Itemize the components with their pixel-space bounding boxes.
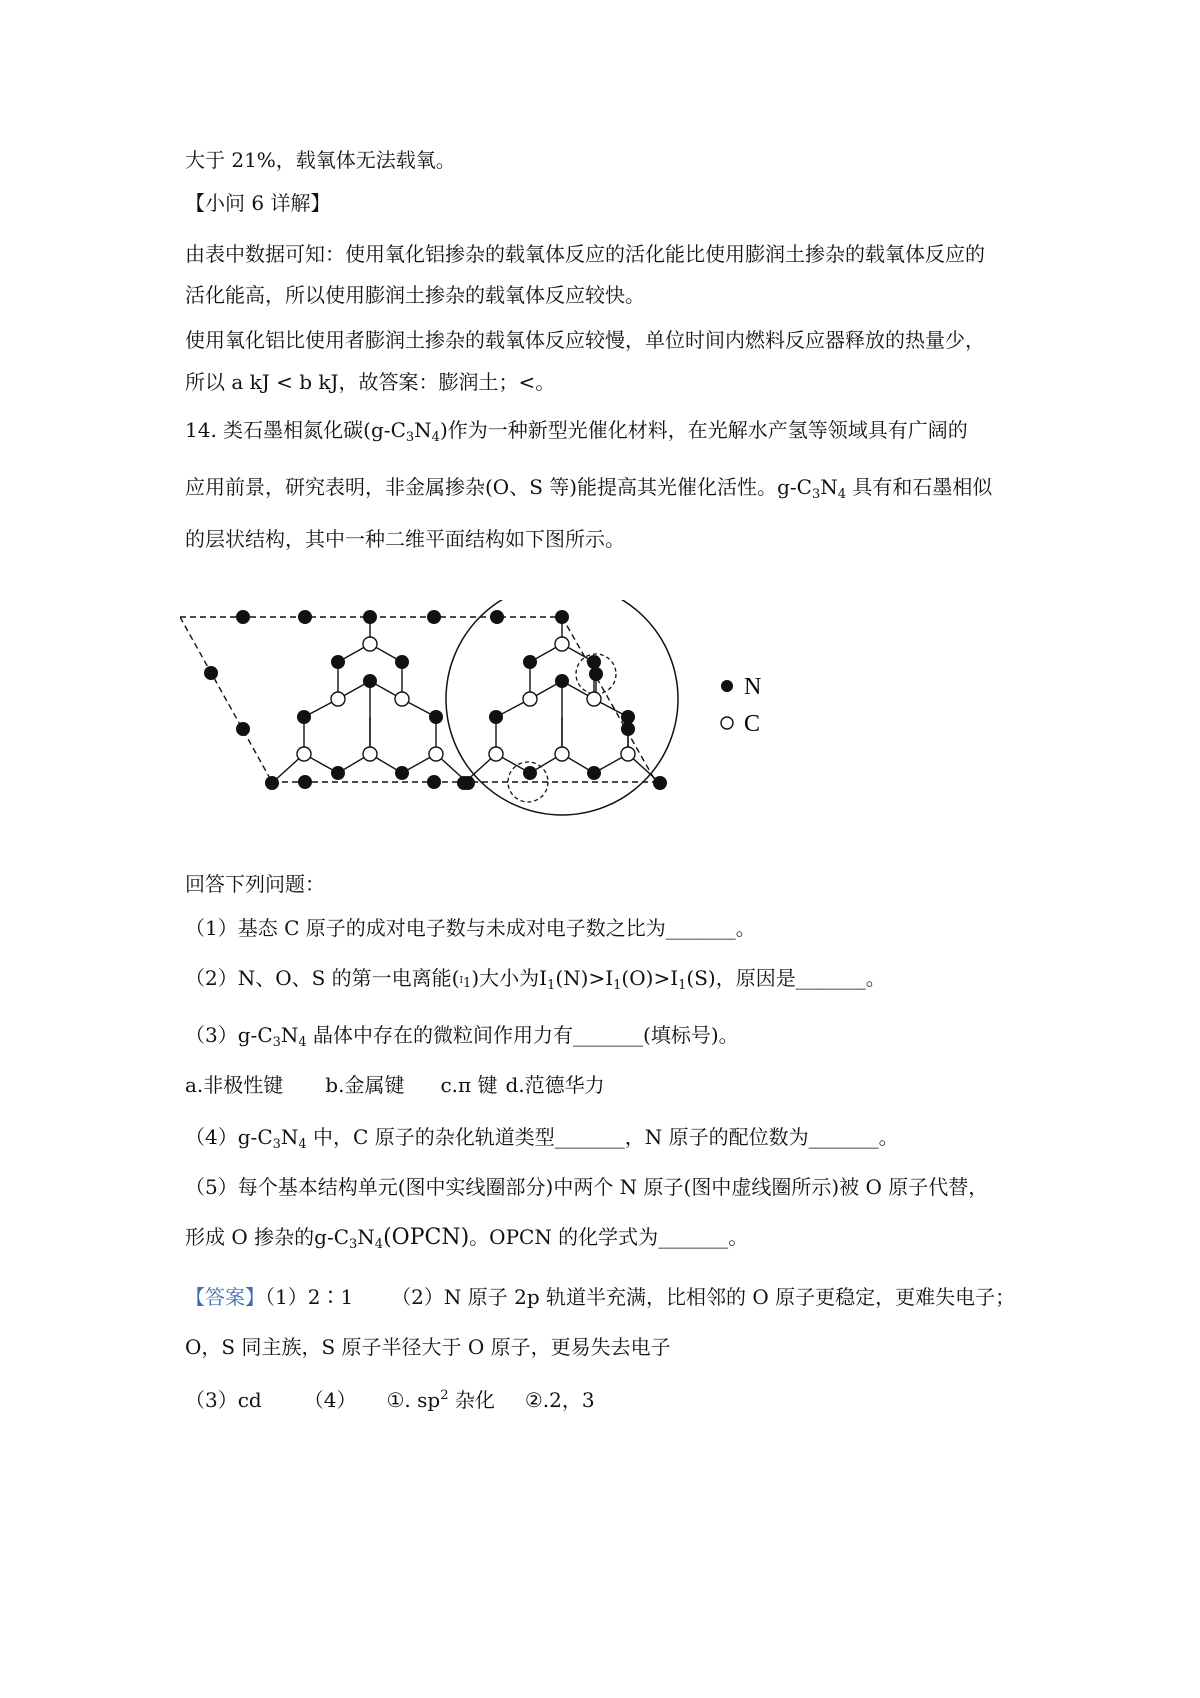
n-atom [587,766,601,780]
n-atom [298,775,312,789]
n-atom [331,655,345,669]
formula-gc3n4: $g-C_3N_4$ [777,475,847,502]
n-atom [427,775,441,789]
ionization-energy-order: $I_1(N)>I_1(O)>I_1(S)$ [539,966,716,993]
answer-4-part1: ①. $sp^2$ 杂化 [386,1388,495,1412]
c-atom [523,692,537,706]
legend-c-atom-icon [721,717,733,729]
answer-3: （3）cd [185,1388,262,1412]
answer-4-part2: ②.2，3 [524,1388,595,1412]
c-atom [621,747,635,761]
sub-question-3-options [185,1075,605,1095]
answer-blank: _______ [554,1125,625,1149]
n-atom [429,710,443,724]
c-atom [587,692,601,706]
answer-blank: _______ [808,1125,879,1149]
c-atom [363,747,377,761]
answer-blank: _______ [665,916,736,940]
option-a: a.非极性键 [185,1073,284,1097]
bonds [272,617,660,783]
explanation-para1-line1: 由表中数据可知：使用氧化铝掺杂的载氧体反应的活化能比使用膨润土掺杂的载氧体反应的 [185,242,985,266]
option-d: d.范德华力 [505,1073,605,1097]
sub-question-5-line2: 形成 O 掺杂的$g-C_3N_4(OPCN)$。OPCN 的化学式为_______。 [185,1225,749,1252]
n-atom [653,776,667,790]
answer-line3 [185,1389,595,1410]
option-c: c.π 键 [440,1073,498,1097]
q14-intro-line2: 应用前景，研究表明，非金属掺杂(O、S 等)能提高其光催化活性。$g-C_3N_4$ 具有和石墨相似 [185,475,993,502]
explanation-para1-line2: 活化能高，所以使用膨润土掺杂的载氧体反应较快。 [185,283,645,307]
n-atom [297,710,311,724]
sub-question-2: （2）N、O、S 的第一电离能$(I_1)$大小为$I_1(N)>I_1(O)>I_1(S)$，原因是_______。 [185,966,886,993]
n-atom [587,655,601,669]
q14-intro-line1: 14. 类石墨相氮化碳$(g-C_3N_4)$作为一种新型光催化材料，在光解水产氢等领域具有广阔的 [185,418,968,445]
c-atom [429,747,443,761]
n-atom [589,667,603,681]
explanation-para2-line1: 使用氧化铝比使用者膨润土掺杂的载氧体反应较慢，单位时间内燃料反应器释放的热量少， [185,328,985,352]
unit-cell-dashed [180,617,656,782]
n-atom [331,766,345,780]
legend [721,674,761,737]
c-atom [489,747,503,761]
answer-4: （4） [303,1388,357,1412]
legend-n-atom-icon [721,680,733,692]
answer-line2: O，S 同主族，S 原子半径大于 O 原子，更易失去电子 [185,1335,671,1359]
opcn-paren: (OPCN) [383,1225,470,1250]
c-atom [555,637,569,651]
n-atom [555,610,569,624]
atoms [204,610,667,790]
answer-blank: _______ [658,1225,729,1249]
c-atom [555,747,569,761]
n-atom [621,710,635,724]
n-atom [265,776,279,790]
n-atom [490,610,504,624]
formula-gc3n4: $g-C_3N_4$ [237,1125,307,1152]
n-atom [363,610,377,624]
option-b: b.金属键 [325,1073,405,1097]
answer-2: （2）N 原子 2p 轨道半充满，比相邻的 O 原子更稳定，更难失电子； [391,1285,1016,1309]
answer-tag: 【答案】 [185,1285,265,1309]
legend-n-label: N [744,674,762,700]
n-atom [236,610,250,624]
formula-gc3n4: $g-C_3N_4$ [237,1023,307,1050]
n-atom [236,722,250,736]
n-atom [489,710,503,724]
i1-symbol: $I_1$ [459,976,472,991]
formula-gc3n4: $g-C_3N_4$ [370,418,440,445]
answer-line1 [185,1287,1015,1307]
n-atom [523,655,537,669]
sub-question-3: $(3)g-C_3N_4$ 晶体中存在的微粒间作用力有_______(填标号)。 [185,1023,739,1050]
n-atom [395,655,409,669]
c-atom [395,692,409,706]
answer-blank: _______ [795,966,866,990]
n-atom [621,722,635,736]
c-atom [331,692,345,706]
q13-answer-line: 大于 21%，载氧体无法载氧。 [185,148,456,172]
sub-question-5-line1: （5）每个基本结构单元(图中实线圈部分)中两个 N 原子(图中虚线圈所示)被 O 原子代替， [185,1175,989,1199]
sub-question-1: （1）基态 C 原子的成对电子数与未成对电子数之比为_______。 [185,916,756,940]
c-atom [297,747,311,761]
n-atom [298,610,312,624]
formula-gc3n4: $g-C_3N_4$ [314,1225,384,1252]
n-atom [427,610,441,624]
question-number: 14. [185,418,217,442]
answer-blank: _______ [573,1023,644,1047]
answer-prompt: 回答下列问题： [185,872,325,896]
section-6-header: 【小问 6 详解】 [185,191,331,215]
explanation-para2-line2: 所以 a kJ < b kJ，故答案：膨润土；<。 [185,370,556,394]
n-atom [395,766,409,780]
legend-c-label: C [744,711,761,737]
answer-1: （1）2∶1 [265,1285,354,1309]
c-atom [363,637,377,651]
n-atom [555,674,569,688]
g-c3n4-structure-figure [180,600,900,840]
n-atom [204,666,218,680]
n-atom [457,776,471,790]
q14-intro-line3: 的层状结构，其中一种二维平面结构如下图所示。 [185,527,625,551]
n-atom [523,766,537,780]
n-atom [363,674,377,688]
sub-question-4: $(4)g-C_3N_4$ 中，C 原子的杂化轨道类型_______，N 原子的配位数为_______。 [185,1125,899,1152]
